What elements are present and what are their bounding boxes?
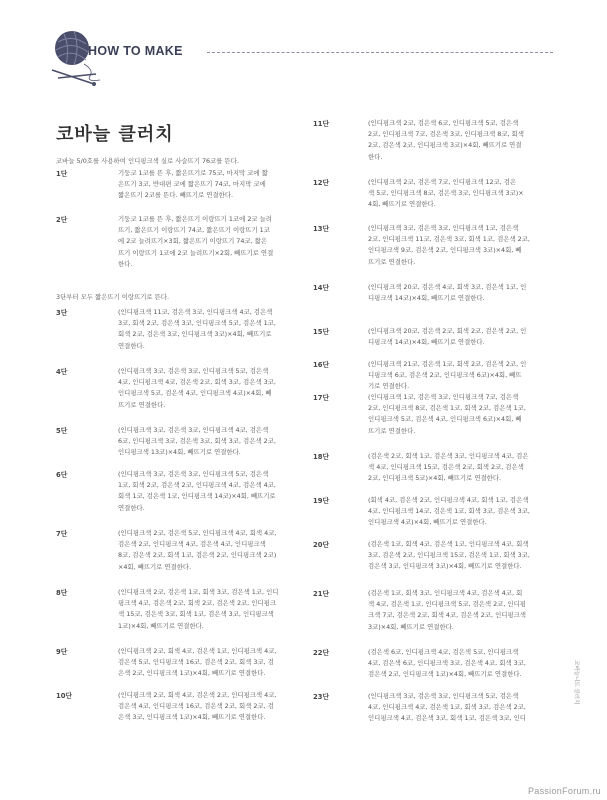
instruction-line: (인디핑크색 2코, 검은색 6코, 인디핑크색 5코, 검은색 (368, 119, 519, 127)
row-instructions (368, 118, 560, 163)
row-instructions (368, 392, 560, 437)
row-instructions (118, 366, 326, 411)
instruction-line: (인디핑크색 2코, 회색 4코, 검은색 2코, 인디핑크색 4코, (118, 691, 277, 699)
instruction-line: 2코, 인디핑크색 11코, 검은색 3코, 회색 1코, 검은색 2코, (368, 235, 530, 244)
instruction-line: (인디핑크색 2코, 회색 4코, 검은색 1코, 인디핑크색 4코, (118, 647, 277, 655)
row-instructions (368, 326, 560, 348)
row-instructions (368, 495, 560, 529)
instruction-line: 4회, 빼뜨기로 연결한다. (368, 200, 436, 209)
row-label: 13단 (313, 225, 330, 233)
row-label: 6단 (56, 471, 68, 479)
side-note: 코바늘니트 클러치 (573, 660, 579, 705)
row-label: 20단 (313, 541, 330, 549)
instruction-line: 은색 3코, 인디핑크색 1코)×4회, 빼뜨기로 연결한다. (118, 713, 266, 722)
row-label: 23단 (313, 693, 330, 701)
instruction-line: 3코)×4회, 빼뜨기로 연결한다. (368, 622, 454, 631)
instruction-line: (검은색 6코, 인디핑크색 4코, 검은색 5코, 인디핑크색 (368, 648, 519, 656)
instruction-line: 은색 2코, 인디핑크색 1코)×4회, 빼뜨기로 연결한다. (118, 669, 266, 678)
row-label: 19단 (313, 497, 330, 505)
row-label: 2단 (56, 216, 68, 224)
instruction-line: 6코, 인디핑크색 3코, 검은색 3코, 회색 3코, 검은색 2코, (118, 437, 276, 446)
instruction-line: 짧은뜨기 2코를 뜬다. 빼뜨기로 연결한다. (118, 191, 234, 200)
instruction-line: 2코, 인디핑크색 8코, 검은색 1코, 회색 2코, 검은색 1코, (368, 404, 526, 413)
row-label: 4단 (56, 368, 68, 376)
row-instructions (118, 646, 326, 680)
instruction-line: 인디핑크색 13코)×4회, 빼뜨기로 연결한다. (118, 448, 241, 457)
instruction-line: (인디핑크색 1코, 검은색 3코, 인디핑크색 7코, 검은색 (368, 393, 519, 401)
row-instructions (118, 425, 326, 459)
instruction-line: 색 4코, 인디핑크색 15코, 검은색 2코, 회색 2코, 검은색 (368, 463, 524, 472)
instruction-line: 색 4코, 검은색 1코, 인디핑크색 5코, 검은색 2코, 인디핑 (368, 600, 526, 609)
instruction-line: 회색 1코, 검은색 1코, 인디핑크색 14코)×4회, 빼뜨기로 (118, 492, 276, 501)
row-label: 9단 (56, 648, 68, 656)
row-label: 17단 (313, 394, 330, 402)
row-instructions (368, 588, 560, 633)
instruction-line: (검은색 1코, 회색 4코, 검은색 1코, 인디핑크색 4코, 회색 (368, 540, 529, 548)
instruction-line: 2코, 인디핑크색 5코)×4회, 빼뜨기로 연결한다. (368, 474, 502, 483)
row-label: 5단 (56, 427, 68, 435)
row-label: 3단 (56, 309, 68, 317)
instruction-line: 디핑크색 14코)×4회, 빼뜨기로 연결한다. (368, 294, 485, 303)
instruction-line: 디핑크색 6코, 검은색 2코, 인디핑크색 6코)×4회, 빼뜨 (368, 371, 522, 380)
row-label: 15단 (313, 328, 330, 336)
instruction-line: (인디핑크색 3코, 검은색 3코, 인디핑크색 5코, 검은색 (118, 367, 269, 375)
page-title: 코바늘 클러치 (56, 124, 174, 145)
row-instructions (118, 214, 326, 270)
row-label: 10단 (56, 692, 73, 700)
row-instructions (368, 691, 560, 725)
row-instructions (368, 177, 560, 211)
instruction-line: 기둥코 1코를 뜬 후, 짧은뜨기로 75코, 마지막 코에 짧 (118, 169, 268, 177)
instruction-line: 핑크색 4코, 검은색 2코, 회색 2코, 검은색 2코, 인디핑크 (118, 599, 276, 608)
instruction-line: (검은색 2코, 회색 1코, 검은색 3코, 인디핑크색 4코, 검은 (368, 452, 529, 460)
instruction-line: 검은색 4코, 인디핑크색 16코, 검은색 2코, 회색 2코, 검 (118, 702, 274, 711)
instruction-line: 4코, 인디핑크색 4코, 검은색 2코, 회색 3코, 검은색 3코, (118, 378, 276, 387)
instruction-line: (인디핑크색 2코, 검은색 7코, 인디핑크색 12코, 검은 (368, 178, 517, 186)
instruction-line: 인디핑크색 9코, 검은색 2코, 인디핑크색 3코)×4회, 빼 (368, 246, 522, 255)
instruction-line: (인디핑크색 21코, 검은색 1코, 회색 2코, 검은색 2코, 인 (368, 360, 527, 368)
instruction-line: 1코)×4회, 빼뜨기로 연결한다. (118, 621, 204, 630)
row-label: 18단 (313, 453, 330, 461)
header-divider (207, 52, 553, 53)
intro-text: 코바늘 5/0호를 사용하여 인디핑크색 실로 사슬뜨기 76코를 뜬다. (56, 157, 239, 165)
row-instructions (118, 587, 326, 632)
row-instructions (118, 690, 326, 724)
row-label: 21단 (313, 590, 330, 598)
row-instructions (118, 168, 326, 202)
instruction-line: 1코, 회색 2코, 검은색 2코, 인디핑크색 4코, 검은색 4코, (118, 481, 276, 490)
instruction-line: 검은색 2코, 인디핑크색 1코)×4회, 빼뜨기로 연결한다. (368, 670, 522, 679)
instruction-line: (인디핑크색 3코, 검은색 3코, 인디핑크색 1코, 검은색 (368, 224, 519, 232)
instruction-line: 뜨기로 연결한다. (368, 257, 416, 266)
instruction-line: 회색 2코, 검은색 3코, 인디핑크색 3코)×4회, 빼뜨기로 (118, 330, 272, 339)
instruction-line: 3코, 회색 2코, 검은색 3코, 인디핑크색 5코, 검은색 1코, (118, 319, 276, 328)
instruction-line: (회색 4코, 검은색 2코, 인디핑크색 4코, 회색 1코, 검은색 (368, 496, 529, 504)
instruction-line: 인디핑크색 4코)×4회, 빼뜨기로 연결한다. (368, 518, 487, 527)
instruction-line: 뜨기 이랑뜨기 1코에 2코 늘려뜨기×2회, 빼뜨기로 연결 (118, 248, 274, 257)
row-label: 14단 (313, 284, 330, 292)
row-label: 8단 (56, 589, 68, 597)
row-instructions (118, 469, 326, 514)
instruction-line: (검은색 1코, 회색 3코, 인디핑크색 4코, 검은색 4코, 회 (368, 589, 523, 597)
instruction-line: 3코, 검은색 2코, 인디핑크색 15코, 검은색 1코, 회색 3코, (368, 551, 530, 560)
instruction-line: 기로 연결한다. (368, 382, 410, 391)
instruction-line: 4코, 인디핑크색 14코, 검은색 1코, 회색 3코, 검은색 3코, (368, 507, 530, 516)
row-instructions (368, 282, 560, 304)
instruction-line: 뜨기로 연결한다. (368, 426, 416, 435)
instruction-line: 색 15코, 검은색 3코, 회색 1코, 검은색 3코, 인디핑크색 (118, 610, 274, 619)
instruction-line: ×4회, 빼뜨기로 연결한다. (118, 562, 192, 571)
row-instructions (368, 359, 560, 393)
instruction-line: 은뜨기 3코, 반대편 코에 짧은뜨기 74코, 마지막 코에 (118, 180, 266, 189)
instruction-line: (인디핑크색 20코, 검은색 4코, 회색 3코, 검은색 1코, 인 (368, 283, 527, 291)
instruction-line: (인디핑크색 3코, 검은색 3코, 인디핑크색 4코, 검은색 (118, 426, 269, 434)
instruction-line: (인디핑크색 3코, 검은색 3코, 인디핑크색 5코, 검은색 (368, 692, 519, 700)
instruction-line: 크색 7코, 검은색 2코, 회색 4코, 검은색 2코, 인디핑크색 (368, 611, 526, 620)
instruction-line: 한다. (118, 259, 133, 268)
instruction-line: 뜨기로 연결한다. (118, 400, 166, 409)
instruction-line: (인디핑크색 20코, 검은색 2코, 회색 2코, 검은색 2코, 인 (368, 327, 527, 335)
row-instructions (368, 647, 560, 681)
instruction-line: 검은색 2코, 인디핑크색 4코, 검은색 4코, 인디핑크색 (118, 540, 266, 549)
row-label: 1단 (56, 170, 68, 178)
instruction-line: 2코, 검은색 2코, 인디핑크색 3코)×4회, 빼뜨기로 연결 (368, 141, 522, 150)
row-label: 7단 (56, 530, 68, 538)
instruction-line: 검은색 5코, 인디핑크색 16코, 검은색 2코, 회색 3코, 검 (118, 658, 274, 667)
instruction-line: (인디핑크색 3코, 검은색 3코, 인디핑크색 5코, 검은색 (118, 470, 269, 478)
instruction-line: 한다. (368, 152, 383, 161)
instruction-line: 뜨기, 짧은뜨기 이랑뜨기 74코, 짧은뜨기 이랑뜨기 1코 (118, 226, 270, 235)
instruction-line: 2코, 인디핑크색 7코, 검은색 3코, 인디핑크색 8코, 회색 (368, 130, 524, 139)
row-label: 12단 (313, 179, 330, 187)
section-title: HOW TO MAKE (88, 44, 183, 58)
instruction-line: (인디핑크색 2코, 검은색 5코, 인디핑크색 4코, 회색 4코, (118, 529, 277, 537)
watermark: PassionForum.ru (527, 786, 601, 796)
instruction-line: 검은색 3코, 인디핑크색 3코)×4회, 빼뜨기로 연결한다. (368, 562, 522, 571)
row-instructions (368, 451, 560, 485)
row-instructions (368, 223, 560, 268)
instruction-line: 4코, 검은색 6코, 인디핑크색 3코, 검은색 4코, 회색 3코, (368, 659, 526, 668)
row-label: 16단 (313, 361, 330, 369)
instruction-line: (인디핑크색 11코, 검은색 3코, 인디핑크색 4코, 검은색 (118, 308, 273, 316)
instruction-line: 에 2코 늘려뜨기×3회, 짧은뜨기 이랑뜨기 74코, 짧은 (118, 237, 267, 246)
instruction-line: (인디핑크색 2코, 검은색 1코, 회색 3코, 검은색 1코, 인디 (118, 588, 279, 596)
row-instructions (368, 539, 560, 573)
row-instructions (118, 307, 326, 352)
row-instructions (118, 528, 326, 573)
instruction-line: 인디핑크색 5코, 검은색 4코, 인디핑크색 4코)×4회, 빼 (118, 389, 272, 398)
instruction-line: 인디핑크색 4코, 검은색 3코, 회색 1코, 검은색 3코, 인디 (368, 714, 526, 723)
instruction-line: 연결한다. (118, 503, 145, 512)
row-label: 22단 (313, 649, 330, 657)
instruction-line: 인디핑크색 5코, 검은색 4코, 인디핑크색 6코)×4회, 빼 (368, 415, 522, 424)
stitch-note: 3단부터 모두 짧은뜨기 이랑뜨기로 뜬다. (56, 293, 169, 301)
instruction-line: 연결한다. (118, 341, 145, 350)
instruction-line: 기둥코 1코를 뜬 후, 짧은뜨기 이랑뜨기 1코에 2코 늘려 (118, 215, 272, 223)
instruction-line: 디핑크색 14코)×4회, 빼뜨기로 연결한다. (368, 338, 485, 347)
instruction-line: 4코, 인디핑크색 4코, 검은색 1코, 회색 3코, 검은색 2코, (368, 703, 526, 712)
instruction-line: 색 5코, 인디핑크색 8코, 검은색 3코, 인디핑크색 3코)× (368, 189, 524, 198)
instruction-line: 8코, 검은색 2코, 회색 1코, 검은색 2코, 인디핑크색 2코) (118, 551, 277, 560)
row-label: 11단 (313, 120, 330, 128)
